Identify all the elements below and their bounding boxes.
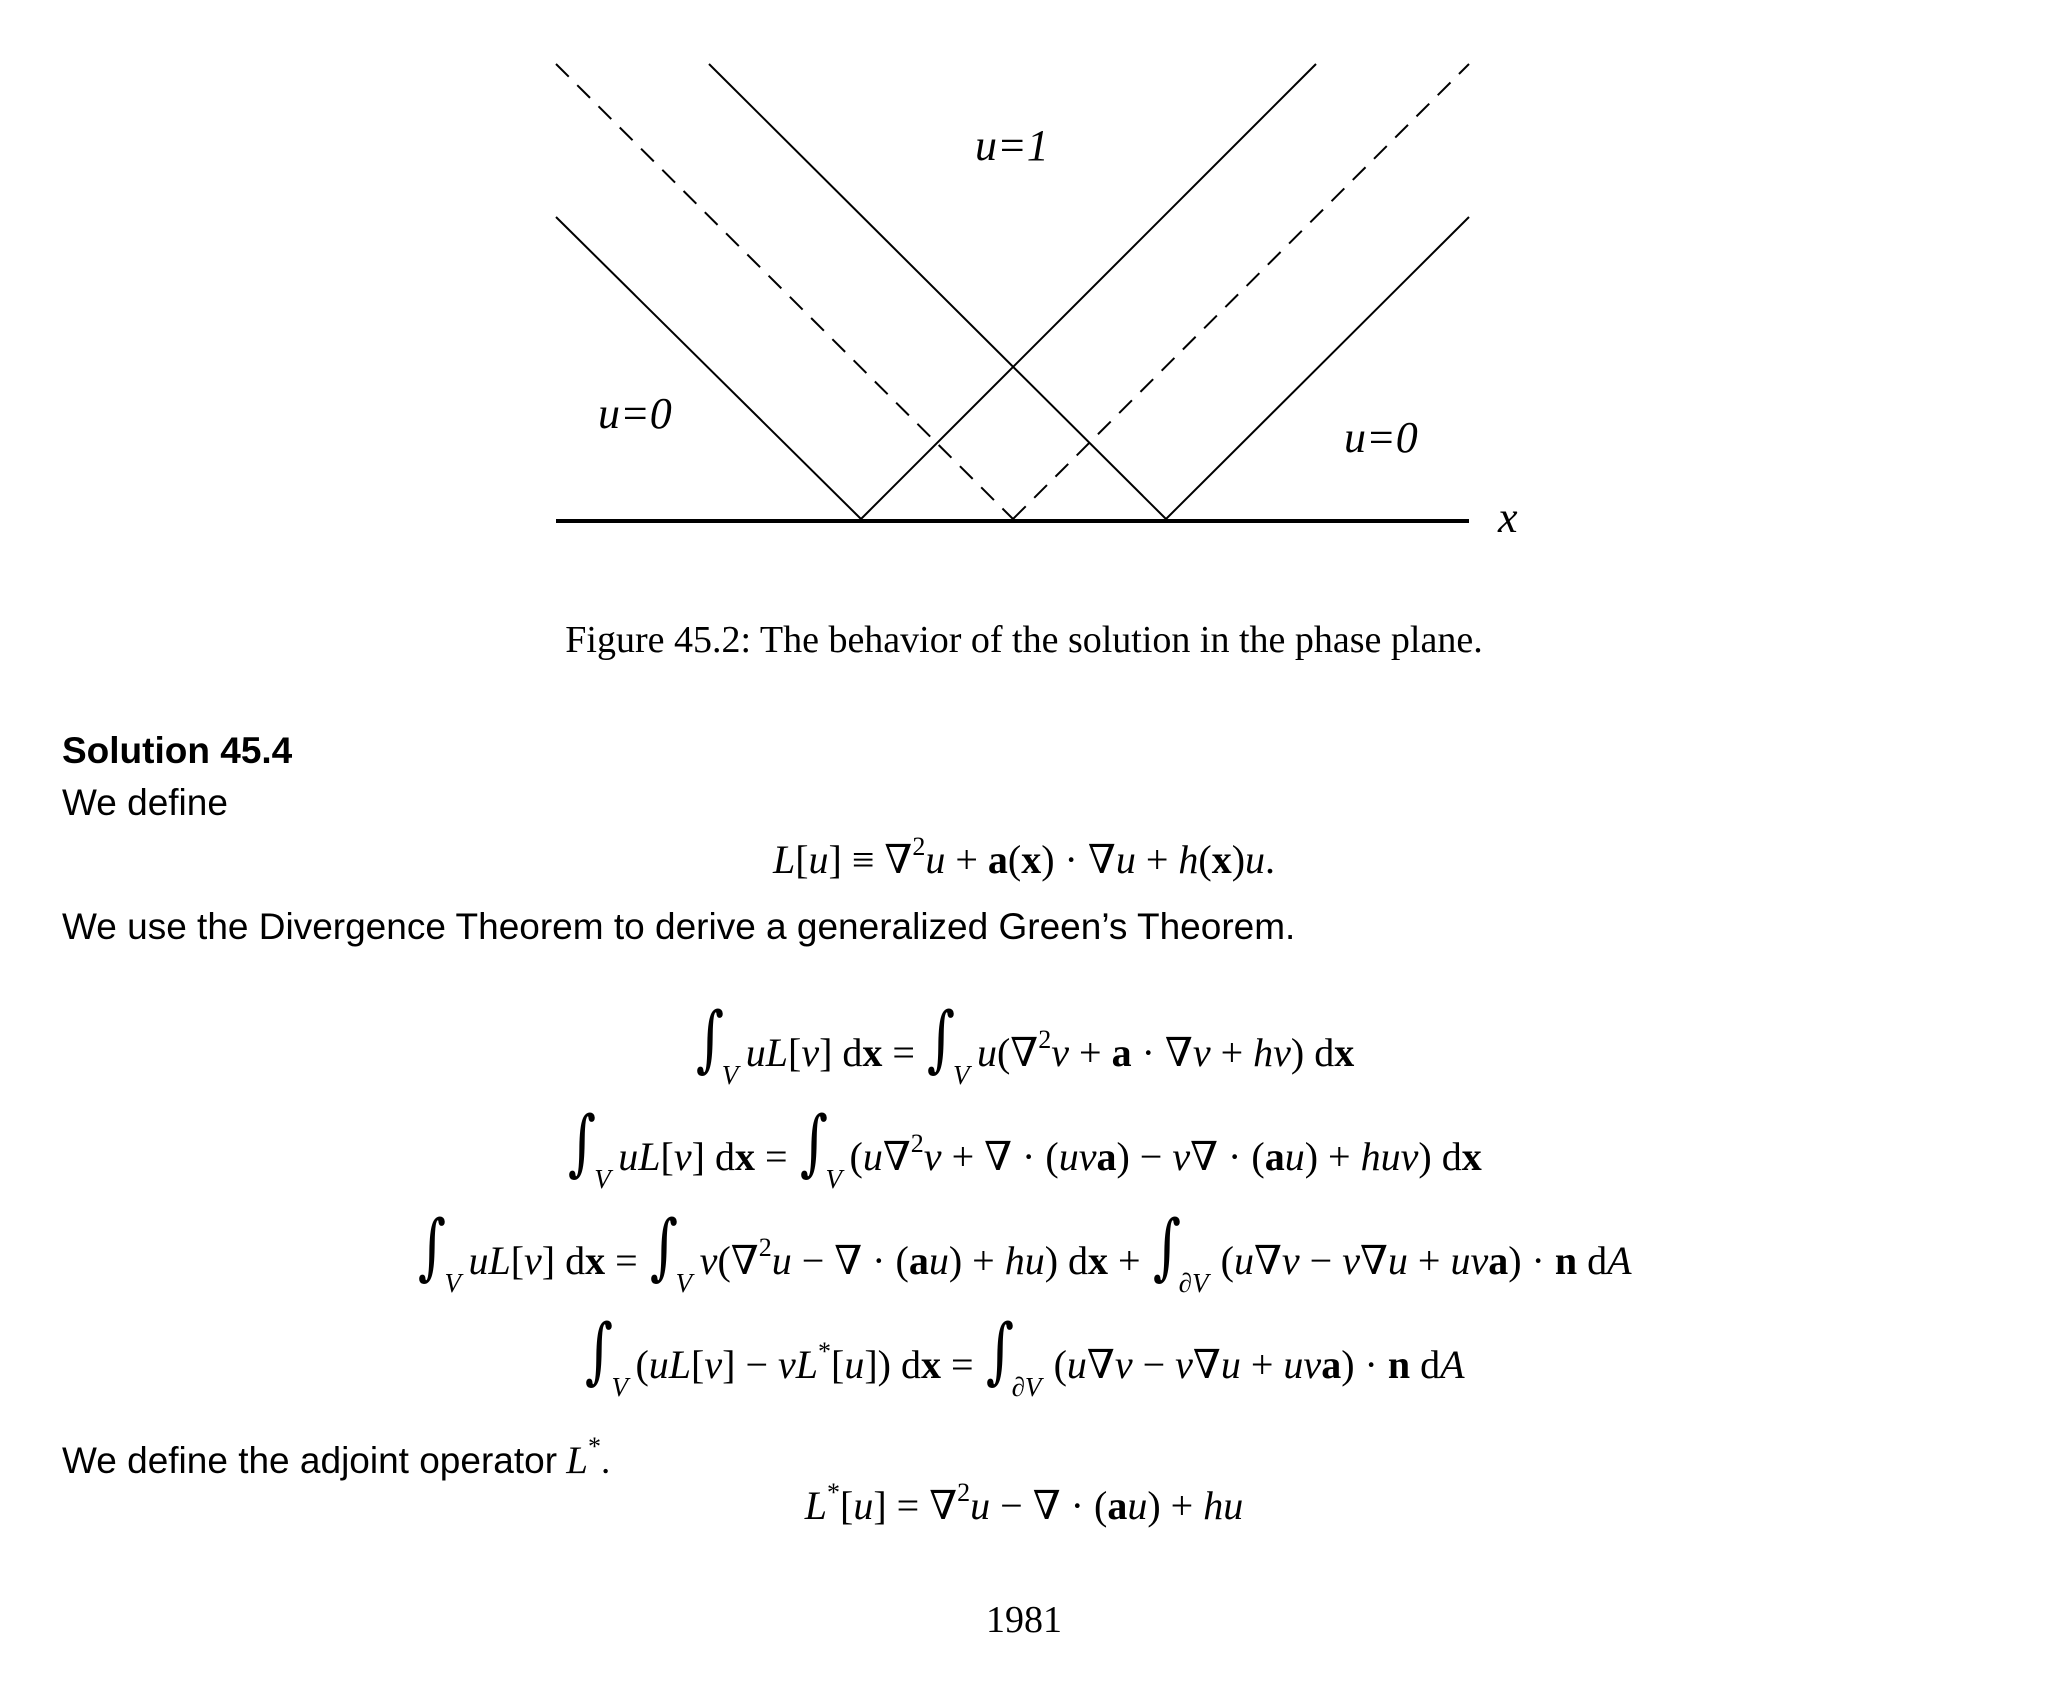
- characteristic-line: [861, 64, 1316, 519]
- characteristic-line: [709, 64, 1166, 519]
- green-intro-text: We use the Divergence Theorem to derive a generalized Green’s Theorem.: [62, 906, 1296, 947]
- label-u0-left: u=0: [598, 389, 672, 438]
- dashed-characteristic-line: [556, 64, 1013, 519]
- axis-label-x: x: [1498, 493, 1518, 542]
- figure-caption: Figure 45.2: The behavior of the solution in the phase plane.: [565, 619, 1483, 661]
- operator-definition: L[u] ≡ ∇$^2$u + a(x) · ∇u + h(x)u.: [772, 832, 1276, 882]
- page-number: 1981: [986, 1599, 1062, 1641]
- green-equation-2: ∫ V uL[v] dx = ∫ V (u∇$^2$v + ∇ · (uva) − v∇ · (au) + huv) dx: [568, 1100, 1482, 1194]
- adjoint-definition: L*[u] = ∇$^2$u − ∇ · (au) + hu: [804, 1478, 1244, 1528]
- characteristic-line: [556, 217, 861, 519]
- section-heading: Solution 45.4: [62, 730, 293, 771]
- intro-text: We define: [62, 782, 228, 823]
- label-u1: u=1: [975, 121, 1049, 170]
- green-equation-4: ∫ V (uL[v] − vL*[u]) dx = ∫ ∂V (u∇v − v∇u + uva) · n dA: [585, 1308, 1465, 1402]
- phase-plane-figure: [0, 0, 2048, 560]
- adjoint-intro-text: We define the adjoint operator: [62, 1440, 558, 1481]
- characteristic-line: [1166, 217, 1469, 519]
- label-u0-right: u=0: [1344, 413, 1418, 462]
- green-equation-3: ∫ V uL[v] dx = ∫ V v(∇$^2$u − ∇ · (au) + hu) dx + ∫ ∂V (u∇v − v∇u + uva) · n dA: [418, 1204, 1632, 1298]
- adjoint-intro-line: We define the adjoint operator L*.: [62, 1432, 611, 1482]
- green-equation-1: ∫ V uL[v] dx = ∫ V u(∇$^2$v + a · ∇v + hv) dx: [695, 996, 1355, 1090]
